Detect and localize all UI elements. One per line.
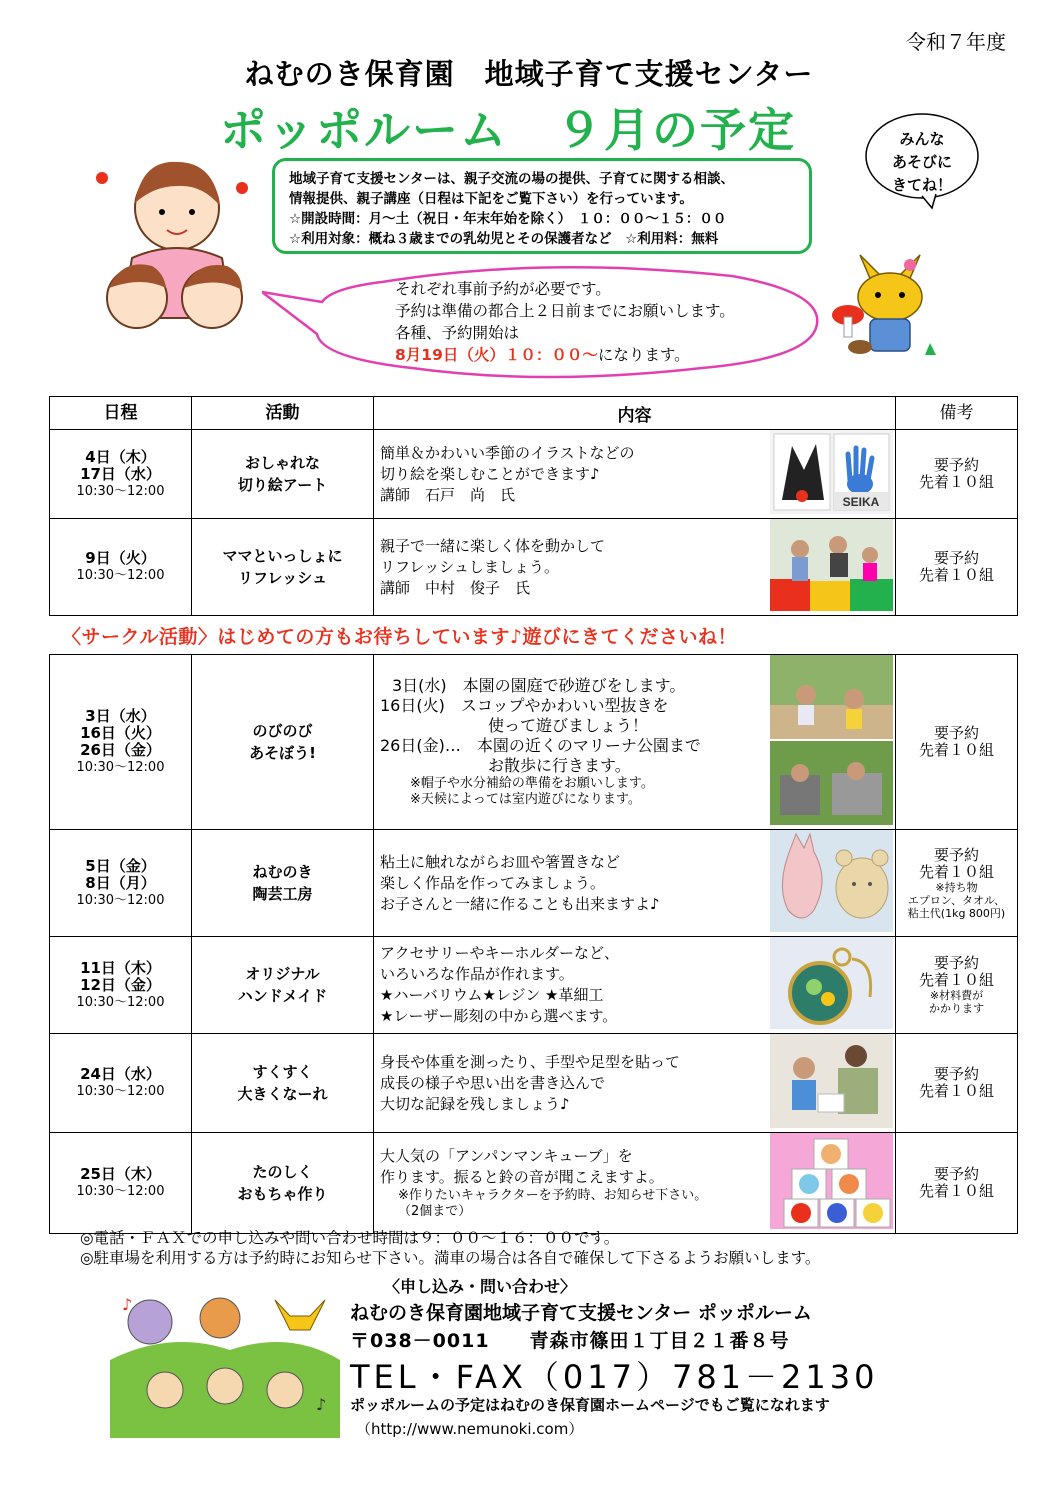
circle-content: 粘土に触れながらお皿や箸置きなど 楽しく作品を作ってみましょう。 お子さんと一緒に作ることも出来ますよ♪	[374, 830, 771, 937]
circle-content: 大人気の「アンパンマンキューブ」を 作ります。振ると鈴の音が聞こえますよ。 ※作りたいキャラクターを予約時、お知らせ下さい。 （2個まで）	[374, 1133, 771, 1234]
growth-record-photo	[770, 1034, 893, 1128]
circle-activity: たのしく おもちゃ作り	[192, 1133, 374, 1234]
page-title: ポッポルーム ９月の予定	[220, 103, 796, 157]
circle-activity: オリジナル ハンドメイド	[192, 937, 374, 1034]
contact-address: 〒038－0011 青森市篠田１丁目２１番８号	[350, 1330, 790, 1352]
speech-bubble-text: みんな あそびに きてね！	[891, 130, 952, 194]
paper-cut-art-photo	[770, 430, 893, 514]
table-row	[50, 1133, 1018, 1234]
table-header-row	[50, 397, 1018, 430]
contact-name: ねむのき保育園地域子育て支援センター ポッポルーム	[350, 1302, 812, 1324]
circle-date: 11日（木） 12日（金） 10:30～12:00	[50, 937, 192, 1034]
svg-text:♪: ♪	[122, 1295, 133, 1314]
homepage-note: ポッポルームの予定はねむのき保育園ホームページでもご覧になれます	[350, 1396, 830, 1414]
contact-heading: 〈申し込み・問い合わせ〉	[384, 1277, 577, 1296]
circle-activity: すくすく 大きくなーれ	[192, 1034, 374, 1133]
footnote-phone-hours: ◎電話・ＦＡＸでの申し込みや問い合わせ時間は９：００～１６：００です。	[80, 1229, 620, 1247]
table-row	[50, 430, 1018, 519]
table-row	[50, 655, 1018, 830]
keychain-photo	[770, 937, 893, 1029]
reservation-start: 8月19日（火）１０：００～	[395, 346, 598, 364]
lecture-schedule-table	[49, 396, 1018, 616]
circle-notes: 要予約 先着１０組 ※材料費が かかります	[896, 937, 1018, 1034]
table-row	[50, 519, 1018, 616]
circle-photo	[770, 1133, 896, 1234]
reservation-text: それぞれ事前予約が必要です。 予約は準備の都合上２日前までにお願いします。 各種、予約開始は 8月19日（火）１０：００～になります。	[395, 280, 735, 364]
event-content: 親子で一緒に楽しく体を動かして リフレッシュしましょう。 講師 中村 俊子 氏	[374, 519, 771, 616]
organization-title: ねむのき保育園 地域子育て支援センター	[244, 57, 814, 91]
header-activity: 活動	[192, 397, 374, 430]
circle-date: 3日（水） 16日（火） 26日（金） 10:30～12:00	[50, 655, 192, 830]
header-notes: 備考	[896, 397, 1018, 430]
circle-photo	[770, 830, 896, 937]
svg-text:♪: ♪	[316, 1395, 327, 1414]
header-date: 日程	[50, 397, 192, 430]
circle-date: 24日（水） 10:30～12:00	[50, 1034, 192, 1133]
table-row	[50, 1034, 1018, 1133]
circle-content: 3日(水) 本園の園庭で砂遊びをします。 16日(火) スコップやかわいい型抜きを 使って遊びましょう！ 26日(金)… 本園の近くのマリーナ公園まで お散歩に行きます。 ※帽子や水分補給の準備をお願いします。 ※天候によっては室内遊びになります。	[374, 655, 771, 830]
event-content: 簡単＆かわいい季節のイラストなどの 切り絵を楽しむことができます♪ 講師 石戸 尚 氏	[374, 430, 771, 519]
circle-notes: 要予約 先着１０組 ※持ち物 エプロン、タオル、 粘土代(1kg 800円)	[896, 830, 1018, 937]
event-date: 4日（木） 17日（水） 10:30～12:00	[50, 430, 192, 519]
event-photo	[770, 519, 896, 616]
event-activity: おしゃれな 切り絵アート	[192, 430, 374, 519]
event-notes: 要予約 先着１０組	[896, 519, 1018, 616]
homepage-url[interactable]: （http://www.nemunoki.com）	[356, 1420, 584, 1438]
exercise-photo	[770, 519, 893, 611]
info-line: ☆利用対象：概ね３歳までの乳幼児とその保護者など ☆利用料：無料	[289, 231, 719, 247]
circle-notes: 要予約 先着１０組	[896, 1133, 1018, 1234]
fox-mascot-illustration	[830, 235, 950, 365]
circle-photo	[770, 655, 896, 830]
svg-text:SEIKA: SEIKA	[842, 495, 880, 509]
pottery-photo	[770, 830, 893, 932]
circle-activity: のびのび あそぼう!	[192, 655, 374, 830]
table-row	[50, 830, 1018, 937]
info-line: 情報提供、親子講座（日程は下記をご覧下さい）を行っています。	[289, 191, 693, 207]
circle-photo	[770, 937, 896, 1034]
circle-schedule-table	[49, 654, 1018, 1234]
event-photo	[770, 430, 896, 519]
anpanman-cube-photo	[770, 1133, 893, 1229]
info-box	[272, 158, 812, 254]
circle-notes: 要予約 先着１０組	[896, 1034, 1018, 1133]
circle-activity: ねむのき 陶芸工房	[192, 830, 374, 937]
header-content: 内容	[374, 397, 896, 430]
outdoor-play-photo	[770, 655, 893, 825]
fiscal-year-label: 令和７年度	[906, 30, 1006, 54]
circle-notes: 要予約 先着１０組	[896, 655, 1018, 830]
footnote-parking: ◎駐車場を利用する方は予約時にお知らせ下さい。満車の場合は各自で確保して下さるようお願いします。	[80, 1249, 821, 1267]
event-activity: ママといっしょに リフレッシュ	[192, 519, 374, 616]
table-row	[50, 937, 1018, 1034]
circle-date: 5日（金） 8日（月） 10:30～12:00	[50, 830, 192, 937]
teacher-children-illustration	[92, 148, 262, 348]
contact-tel-fax: TEL・FAX（017）781－2130	[350, 1358, 879, 1396]
forest-animals-illustration	[110, 1290, 340, 1438]
circle-content: アクセサリーやキーホルダーなど、 いろいろな作品が作れます。 ★ハーバリウム★レジン ★革細工 ★レーザー彫刻の中から選べます。	[374, 937, 771, 1034]
info-line: 地域子育て支援センターは、親子交流の場の提供、子育てに関する相談、	[289, 171, 734, 187]
event-notes: 要予約 先着１０組	[896, 430, 1018, 519]
circle-content: 身長や体重を測ったり、手型や足型を貼って 成長の様子や思い出を書き込んで 大切な記録を残しましょう♪	[374, 1034, 771, 1133]
circle-photo	[770, 1034, 896, 1133]
circle-date: 25日（木） 10:30～12:00	[50, 1133, 192, 1234]
event-date: 9日（火） 10:30～12:00	[50, 519, 192, 616]
circle-activity-banner: 〈サークル活動〉はじめての方もお待ちしています♪遊びにきてくださいね！	[62, 626, 738, 648]
info-line: ☆開設時間：月～土（祝日・年末年始を除く） １０：００～１５：００	[289, 211, 727, 227]
